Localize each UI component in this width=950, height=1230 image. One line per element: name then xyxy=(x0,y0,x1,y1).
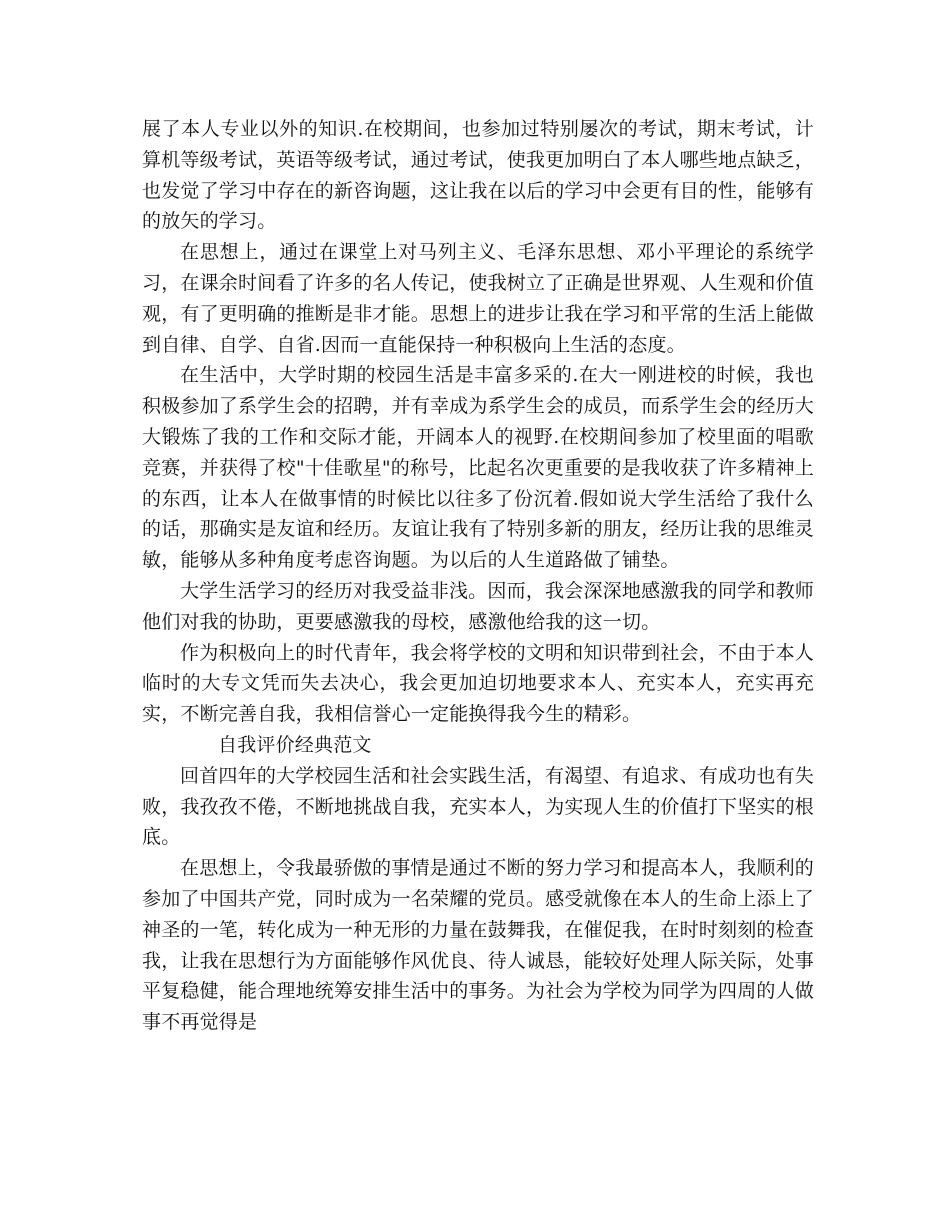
paragraph-thought: 在思想上，通过在课堂上对马列主义、毛泽东思想、邓小平理论的系统学习，在课余时间看了许多的名人传记，使我树立了正确是世界观、人生观和价值观，有了更明确的推断是非才能。思想上的进步让我在学习和平常的生活上能做到自律、自学、自省.因而一直能保持一种积极向上生活的态度。 xyxy=(142,241,815,356)
document-page xyxy=(142,114,814,1038)
paragraph-life: 在生活中，大学时期的校园生活是丰富多采的.在大一刚进校的时候，我也积极参加了系学生会的招聘，并有幸成为系学生会的成员，而系学生会的经历大大锻炼了我的工作和交际才能，开阔本人的视野.在校期间参加了校里面的唱歌竞赛，并获得了校"十佳歌星"的称号，比起名次更重要的是我收获了许多精神上的东西，让本人在做事情的时候比以往多了份沉着.假如说大学生活给了我什么的话，那确实是友谊和经历。友谊让我有了特别多新的朋友，经历让我的思维灵敏，能够从多种角度考虑咨询题。为以后的人生道路做了铺垫。 xyxy=(142,364,815,572)
paragraph-gratitude: 大学生活学习的经历对我受益非浅。因而，我会深深地感激我的同学和教师他们对我的协助，更要感激我的母校，感激他给我的这一切。 xyxy=(142,579,814,633)
paragraph-continued: 展了本人专业以外的知识.在校期间，也参加过特别屡次的考试，期末考试，计算机等级考试，英语等级考试，通过考试，使我更加明白了本人哪些地点缺乏，也发觉了学习中存在的新咨询题，这让我在以后的学习中会更有目的性，能够有的放矢的学习。 xyxy=(142,118,815,233)
paragraph-review: 回首四年的大学校园生活和社会实践生活，有渴望、有追求、有成功也有失败，我孜孜不倦，不断地挑战自我，充实本人，为实现人生的价值打下坚实的根底。 xyxy=(142,764,815,849)
paragraph-ideology: 在思想上，令我最骄傲的事情是通过不断的努力学习和提高本人，我顺利的参加了中国共产党，同时成为一名荣耀的党员。感受就像在本人的生命上添上了神圣的一笔，转化成为一种无形的力量在鼓舞我，在催促我，在时时刻刻的检查我，让我在思想行为方面能够作风优良、待人诚恳，能较好处理人际关际，处事平复稳健，能合理地统筹安排生活中的事务。为社会为学校为同学为四周的人做事不再觉得是 xyxy=(142,857,815,1034)
section-heading: 自我评价经典范文 xyxy=(218,733,372,756)
paragraph-future: 作为积极向上的时代青年，我会将学校的文明和知识带到社会，不由于本人临时的大专文凭而失去决心，我会更加迫切地要求本人、充实本人，充实再充实，不断完善自我，我相信誉心一定能换得我今生的精彩。 xyxy=(142,641,814,726)
